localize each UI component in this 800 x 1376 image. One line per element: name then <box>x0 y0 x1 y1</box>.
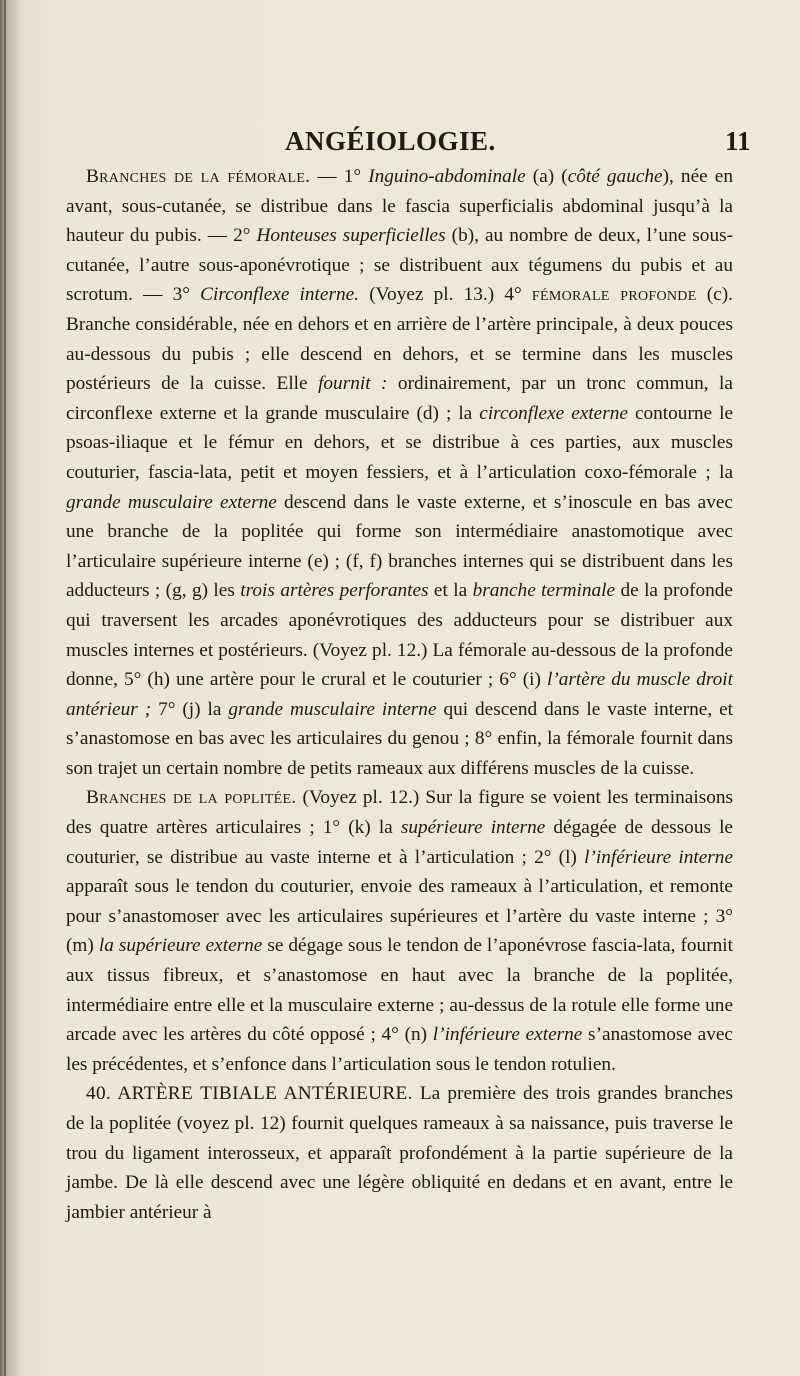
page-gutter-edge <box>4 0 6 1376</box>
smallcaps-text: fémorale profonde <box>531 284 697 306</box>
italic-text: l’artère du muscle droit antérieur ; <box>66 669 733 720</box>
italic-text: circonflexe externe <box>479 402 628 424</box>
italic-text: Circonflexe interne. <box>200 284 359 306</box>
text-run: apparaît sous le tendon du couturier, envoie des rameaux à l’articulation, et remonte pour s’anastomoser avec les articulaires supérieures et l’artère du vaste interne ; 3° (m) <box>66 876 733 957</box>
italic-text: Inguino-abdominale <box>368 166 526 187</box>
italic-text: fournit : <box>318 373 388 395</box>
text-run: s’anastomose avec les précédentes, et s’enfonce dans l’articulation sous le tendon rotulien. <box>66 1024 733 1075</box>
text-run: (Voyez pl. 12.) Sur la figure se voient les terminaisons des quatre artères articulaires ; 1° (k) la <box>66 787 734 839</box>
page-header <box>0 126 800 166</box>
paragraph-lead: Branches de la fémorale. <box>86 166 311 187</box>
italic-text: trois artères perforantes <box>240 580 429 602</box>
paragraph-lead: Branches de la poplitée. <box>86 787 297 809</box>
paragraph-body <box>66 166 733 779</box>
text-run: ordinairement, par un tronc commun, la circonflexe externe et la grande musculaire (d) ; la <box>66 373 733 424</box>
italic-text: côté gauche <box>567 166 663 187</box>
text-run: ), née en avant, sous-cutanée, se distribue dans le fascia superficialis abdominal jusqu’à la hauteur du pubis. — 2° <box>66 166 733 247</box>
text-run: contourne le psoas-iliaque et le fémur en dehors, et se distribue à ces parties, aux muscles couturier, fascia-lata, petit et moyen fessiers, et à l’articulation coxo-fémorale ; la <box>66 402 734 483</box>
italic-text: supérieure interne <box>400 817 546 839</box>
text-run: et la <box>428 580 473 602</box>
italic-text: l’inférieure interne <box>584 846 734 868</box>
text-run: (c). Branche considérable, née en dehors et en arrière de l’artère principale, à deux pouces au-dessous du pubis ; elle descend en dehors, et se termine dans les muscles postérieurs de la cuisse. Elle <box>66 284 733 395</box>
paragraph-poplitee-branches <box>66 783 733 1079</box>
body-text <box>66 162 733 1227</box>
page-number: 11 <box>725 126 751 156</box>
running-title: ANGÉIOLOGIE. <box>285 126 496 156</box>
paragraph-lead: 40. ARTÈRE TIBIALE ANTÉRIEURE. <box>86 1083 413 1105</box>
italic-text: la supérieure externe <box>98 935 263 957</box>
italic-text: grande musculaire interne <box>228 698 437 720</box>
text-run: descend dans le vaste externe, et s’inoscule en bas avec une branche de la poplitée qui forme son intermédiaire anastomotique avec l’articulaire supérieure interne (e) ; (f, f) branches internes qui se distribuent dans les adducteurs ; (g, g) les <box>66 491 733 602</box>
text-run: (a) ( <box>525 166 568 187</box>
italic-text: l’inférieure externe <box>432 1024 583 1046</box>
italic-text: grande musculaire externe <box>66 491 277 513</box>
text-run: La première des trois grandes branches de la poplitée (voyez pl. 12) fournit quelques rameaux à sa naissance, puis traverse le trou du ligament interosseux, et apparaît profondément à la partie supérieure de la jambe. De là elle descend avec une légère obliquité en dedans et en avant, entre le jambier antérieur à <box>66 1083 733 1223</box>
text-run: dégagée de dessous le couturier, se distribue au vaste interne et à l’articulation ; 2° (l) <box>66 817 733 868</box>
text-run: — 1° <box>310 166 369 187</box>
text-run: de la profonde qui traversent les arcades aponévrotiques des adducteurs pour se distribuer aux muscles internes et postérieurs. (Voyez pl. 12.) La fémorale au-dessous de la profonde donne, 5° (h) une artère pour le crural et le couturier ; 6° (i) <box>66 580 733 691</box>
italic-text: Honteuses superficielles <box>256 225 446 247</box>
text-run: 7° (j) la <box>151 698 229 720</box>
italic-text: branche terminale <box>472 580 616 602</box>
paragraph-body <box>66 787 733 1074</box>
text-run: se dégage sous le tendon de l’aponévrose fascia-lata, fournit aux tissus fibreux, et s’anastomose en haut avec la branche de la poplitée, intermédiaire entre elle et la musculaire externe ; au-dessus de la rotule elle forme une arcade avec les artères du côté opposé ; 4° (n) <box>66 935 733 1046</box>
paragraph-tibiale-anterieure <box>66 1079 733 1227</box>
paragraph-femorale-branches <box>66 162 733 783</box>
text-run: qui descend dans le vaste interne, et s’anastomose en bas avec les articulaires du genou ; 8° enfin, la fémorale fournit dans son trajet un certain nombre de petits rameaux aux différens muscles de la cuisse. <box>66 698 734 779</box>
text-run: (Voyez pl. 13.) 4° <box>359 284 532 306</box>
text-run: (b), au nombre de deux, l’une sous-cutanée, l’autre sous-aponévrotique ; se distribuent aux tégumens du pubis et au scrotum. — 3° <box>66 225 734 306</box>
